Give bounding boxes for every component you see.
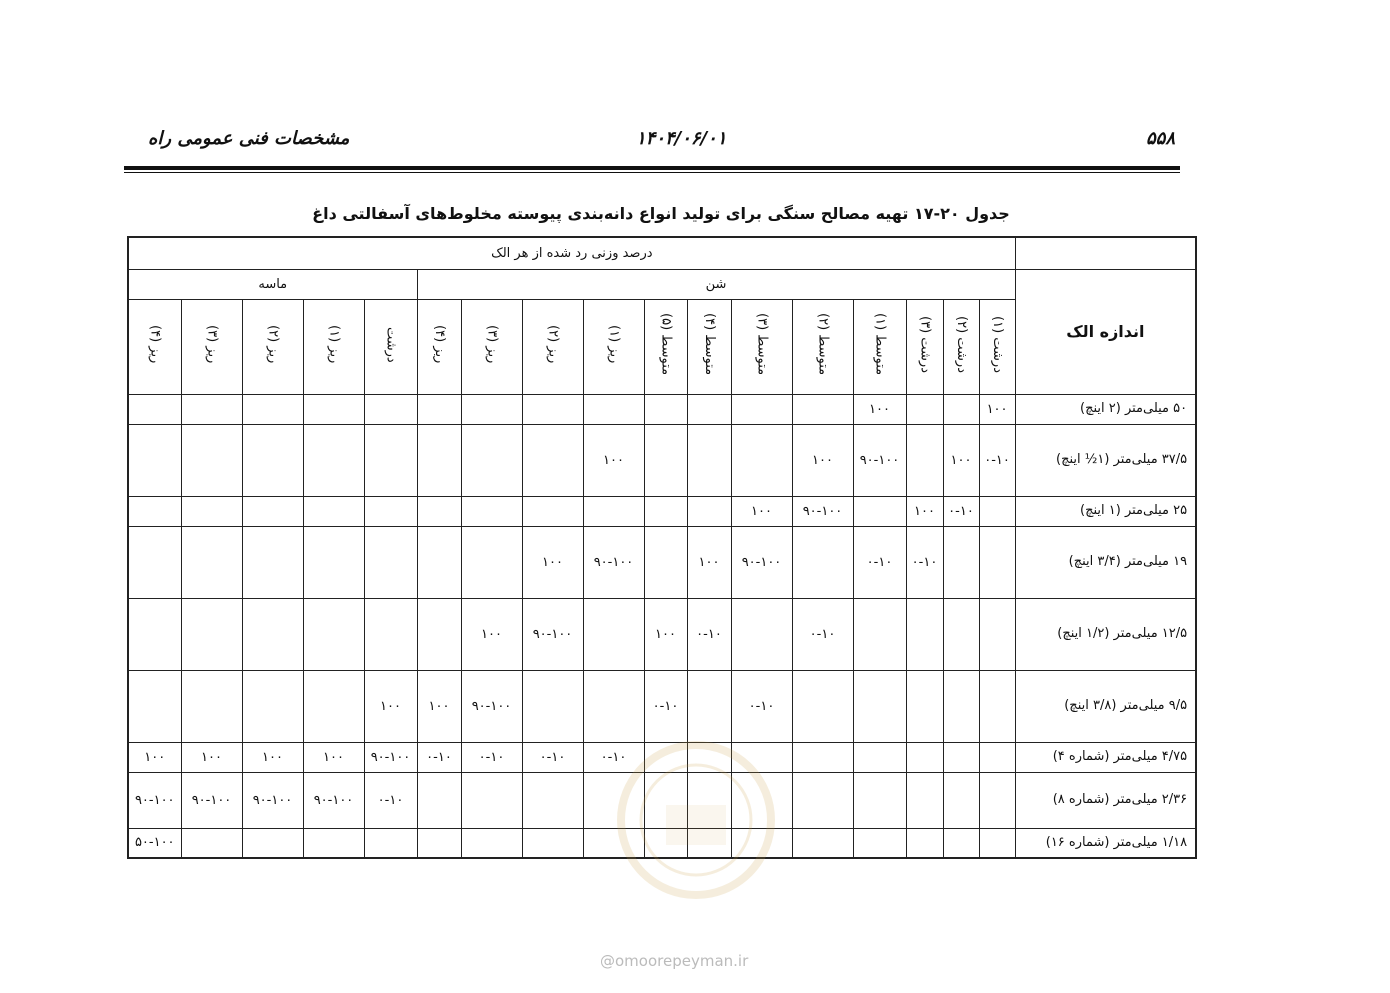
value-cell (417, 424, 461, 496)
value-cell: ۹۰-۱۰۰ (181, 772, 242, 828)
value-cell (522, 828, 583, 858)
column-header-label: متوسط (۲) (815, 313, 831, 376)
sieve-size-cell: ۴/۷۵ میلی‌متر (شماره ۴) (1015, 742, 1196, 772)
value-cell: ۱۰۰ (242, 742, 303, 772)
value-cell: ۱۰۰ (303, 742, 364, 772)
group-gravel: شن (417, 269, 1015, 299)
value-cell (906, 670, 943, 742)
value-cell (128, 526, 181, 598)
column-header (242, 299, 303, 394)
value-cell: ۱۰۰ (583, 424, 644, 496)
column-header-label: درشت (383, 326, 399, 363)
value-cell: ۰-۱۰ (853, 526, 906, 598)
column-header-label: متوسط (۳) (754, 313, 770, 376)
value-cell: ۹۰-۱۰۰ (583, 526, 644, 598)
watermark-text: @omoorepeyman.ir (600, 952, 749, 970)
value-cell (943, 772, 979, 828)
sieve-size-cell: ۵۰ میلی‌متر (۲ اینچ) (1015, 394, 1196, 424)
value-cell (242, 394, 303, 424)
value-cell: ۱۰۰ (792, 424, 853, 496)
column-header (853, 299, 906, 394)
value-cell: ۰-۱۰ (687, 598, 731, 670)
value-cell (853, 828, 906, 858)
value-cell (364, 598, 417, 670)
value-cell (583, 598, 644, 670)
table-row (128, 496, 1196, 526)
value-cell (461, 496, 522, 526)
value-cell (979, 828, 1015, 858)
value-cell: ۱۰۰ (853, 394, 906, 424)
value-cell: ۹۰-۱۰۰ (242, 772, 303, 828)
column-header (979, 299, 1015, 394)
header-row-1 (128, 237, 1196, 269)
header-rule-thin (124, 172, 1180, 173)
value-cell (943, 742, 979, 772)
value-cell (461, 424, 522, 496)
value-cell (522, 496, 583, 526)
value-cell (853, 496, 906, 526)
column-header (303, 299, 364, 394)
value-cell: ۹۰-۱۰۰ (364, 742, 417, 772)
value-cell (461, 526, 522, 598)
column-header-label: ریز (۳) (204, 325, 220, 364)
value-cell: ۰-۱۰ (364, 772, 417, 828)
header-row-2 (128, 269, 1196, 299)
value-cell (906, 424, 943, 496)
value-cell (522, 772, 583, 828)
value-cell (687, 424, 731, 496)
value-cell: ۹۰-۱۰۰ (128, 772, 181, 828)
value-cell: ۱۰۰ (364, 670, 417, 742)
value-cell (853, 670, 906, 742)
value-cell: ۰-۱۰ (522, 742, 583, 772)
value-cell (943, 526, 979, 598)
table-row (128, 424, 1196, 496)
value-cell: ۱۰۰ (181, 742, 242, 772)
value-cell (242, 496, 303, 526)
value-cell (644, 496, 687, 526)
sieve-size-header: اندازه الک (1015, 269, 1196, 394)
value-cell: ۱۰۰ (979, 394, 1015, 424)
value-cell (128, 496, 181, 526)
value-cell (303, 496, 364, 526)
value-cell (417, 828, 461, 858)
value-cell: ۱۰۰ (731, 496, 792, 526)
value-cell (417, 394, 461, 424)
column-header-label: درشت (۲) (953, 316, 969, 373)
value-cell (792, 394, 853, 424)
value-cell: ۰-۱۰ (417, 742, 461, 772)
value-cell (731, 598, 792, 670)
value-cell (303, 828, 364, 858)
header-date: ۱۴۰۴/۰۶/۰۱ (636, 128, 727, 149)
value-cell (364, 424, 417, 496)
value-cell (687, 670, 731, 742)
value-cell (943, 394, 979, 424)
sieve-size-cell: ۱۹ میلی‌متر (۳/۴ اینچ) (1015, 526, 1196, 598)
value-cell (687, 394, 731, 424)
value-cell (906, 742, 943, 772)
value-cell: ۱۰۰ (522, 526, 583, 598)
column-header (644, 299, 687, 394)
table-row (128, 598, 1196, 670)
column-header-label: متوسط (۱) (872, 313, 888, 376)
value-cell: ۱۰۰ (417, 670, 461, 742)
value-cell (417, 772, 461, 828)
value-cell: ۱۰۰ (906, 496, 943, 526)
column-header-label: ریز (۳) (484, 325, 500, 364)
value-cell: ۰-۱۰ (644, 670, 687, 742)
value-cell (792, 526, 853, 598)
value-cell (979, 670, 1015, 742)
value-cell: ۱۰۰ (943, 424, 979, 496)
value-cell (943, 670, 979, 742)
value-cell (583, 496, 644, 526)
column-header (181, 299, 242, 394)
value-cell: ۱۰۰ (128, 742, 181, 772)
value-cell (181, 424, 242, 496)
value-cell (979, 598, 1015, 670)
value-cell (731, 394, 792, 424)
value-cell: ۱۰۰ (461, 598, 522, 670)
value-cell (181, 394, 242, 424)
value-cell (461, 828, 522, 858)
value-cell (522, 670, 583, 742)
value-cell (128, 598, 181, 670)
value-cell (979, 772, 1015, 828)
value-cell (364, 828, 417, 858)
value-cell (943, 828, 979, 858)
value-cell: ۱۰۰ (644, 598, 687, 670)
column-header-label: متوسط (۵) (658, 313, 674, 376)
value-cell (979, 496, 1015, 526)
table-row (128, 670, 1196, 742)
column-header-label: ریز (۱) (326, 325, 342, 364)
value-cell: ۹۰-۱۰۰ (853, 424, 906, 496)
value-cell (644, 526, 687, 598)
column-header-label: ریز (۴) (431, 325, 447, 364)
value-cell (181, 496, 242, 526)
value-cell (242, 670, 303, 742)
value-cell (522, 394, 583, 424)
header-rule-thick (124, 166, 1180, 170)
value-cell (644, 424, 687, 496)
value-cell (731, 424, 792, 496)
value-cell (461, 394, 522, 424)
sieve-size-cell: ۱۲/۵ میلی‌متر (۱/۲ اینچ) (1015, 598, 1196, 670)
value-cell (242, 424, 303, 496)
column-header (943, 299, 979, 394)
value-cell (128, 424, 181, 496)
value-cell (906, 772, 943, 828)
value-cell: ۰-۱۰ (943, 496, 979, 526)
value-cell (461, 772, 522, 828)
value-cell: ۹۰-۱۰۰ (731, 526, 792, 598)
value-cell (687, 496, 731, 526)
value-cell (583, 394, 644, 424)
column-header (364, 299, 417, 394)
value-cell (853, 598, 906, 670)
value-cell (943, 598, 979, 670)
value-cell (417, 526, 461, 598)
column-header-label: ریز (۲) (545, 325, 561, 364)
value-cell (417, 496, 461, 526)
value-cell (181, 526, 242, 598)
value-cell: ۵۰-۱۰۰ (128, 828, 181, 858)
column-header (906, 299, 943, 394)
column-header-label: متوسط (۴) (701, 313, 717, 376)
sieve-size-cell: ۲۵ میلی‌متر (۱ اینچ) (1015, 496, 1196, 526)
value-cell (979, 526, 1015, 598)
value-cell (181, 828, 242, 858)
sieve-size-cell: ۱/۱۸ میلی‌متر (شماره ۱۶) (1015, 828, 1196, 858)
blank-header-cell (1015, 237, 1196, 269)
value-cell (242, 526, 303, 598)
value-cell (583, 670, 644, 742)
column-header-label: ریز (۱) (606, 325, 622, 364)
document-title: مشخصات فنی عمومی راه (148, 128, 350, 149)
value-cell: ۹۰-۱۰۰ (303, 772, 364, 828)
column-header (417, 299, 461, 394)
value-cell (303, 526, 364, 598)
value-cell: ۰-۱۰ (906, 526, 943, 598)
sieve-size-cell: ۹/۵ میلی‌متر (۳/۸ اینچ) (1015, 670, 1196, 742)
column-header (687, 299, 731, 394)
value-cell (906, 828, 943, 858)
table-caption: جدول ۲۰-۱۷ تهیه مصالح سنگی برای تولید انواع دانه‌بندی پیوسته مخلوط‌های آسفالتی داغ (312, 204, 1010, 223)
value-cell (364, 496, 417, 526)
sieve-size-cell: ۲/۳۶ میلی‌متر (شماره ۸) (1015, 772, 1196, 828)
value-cell (644, 394, 687, 424)
column-header (461, 299, 522, 394)
value-cell: ۰-۱۰ (731, 670, 792, 742)
value-cell (792, 670, 853, 742)
column-header (792, 299, 853, 394)
value-cell (364, 394, 417, 424)
column-header-label: درشت (۳) (917, 316, 933, 373)
value-cell (303, 394, 364, 424)
value-cell (522, 424, 583, 496)
value-cell: ۰-۱۰ (461, 742, 522, 772)
value-cell (417, 598, 461, 670)
value-cell: ۰-۱۰ (979, 424, 1015, 496)
table-row (128, 526, 1196, 598)
value-cell: ۰-۱۰ (583, 742, 644, 772)
watermark-seal-icon (586, 735, 806, 905)
column-header-label: ریز (۲) (265, 325, 281, 364)
column-header (522, 299, 583, 394)
value-cell (853, 742, 906, 772)
value-cell (303, 598, 364, 670)
value-cell (242, 598, 303, 670)
column-header (583, 299, 644, 394)
value-cell (128, 394, 181, 424)
value-cell (364, 526, 417, 598)
value-cell: ۹۰-۱۰۰ (792, 496, 853, 526)
value-cell (853, 772, 906, 828)
value-cell (181, 670, 242, 742)
table-row (128, 394, 1196, 424)
value-cell (906, 598, 943, 670)
value-cell (906, 394, 943, 424)
column-header-label: ریز (۴) (147, 325, 163, 364)
super-header: درصد وزنی رد شده از هر الک (128, 237, 1015, 269)
value-cell (128, 670, 181, 742)
value-cell: ۰-۱۰ (792, 598, 853, 670)
group-sand: ماسه (128, 269, 417, 299)
value-cell (181, 598, 242, 670)
value-cell (979, 742, 1015, 772)
value-cell (242, 828, 303, 858)
value-cell (303, 424, 364, 496)
column-header-label: درشت (۱) (989, 316, 1005, 373)
column-header (731, 299, 792, 394)
page-number: ۵۵۸ (1146, 128, 1176, 149)
value-cell: ۱۰۰ (687, 526, 731, 598)
value-cell (303, 670, 364, 742)
value-cell: ۹۰-۱۰۰ (522, 598, 583, 670)
value-cell: ۹۰-۱۰۰ (461, 670, 522, 742)
sieve-size-cell: ۳۷/۵ میلی‌متر (۱½ اینچ) (1015, 424, 1196, 496)
column-header (128, 299, 181, 394)
